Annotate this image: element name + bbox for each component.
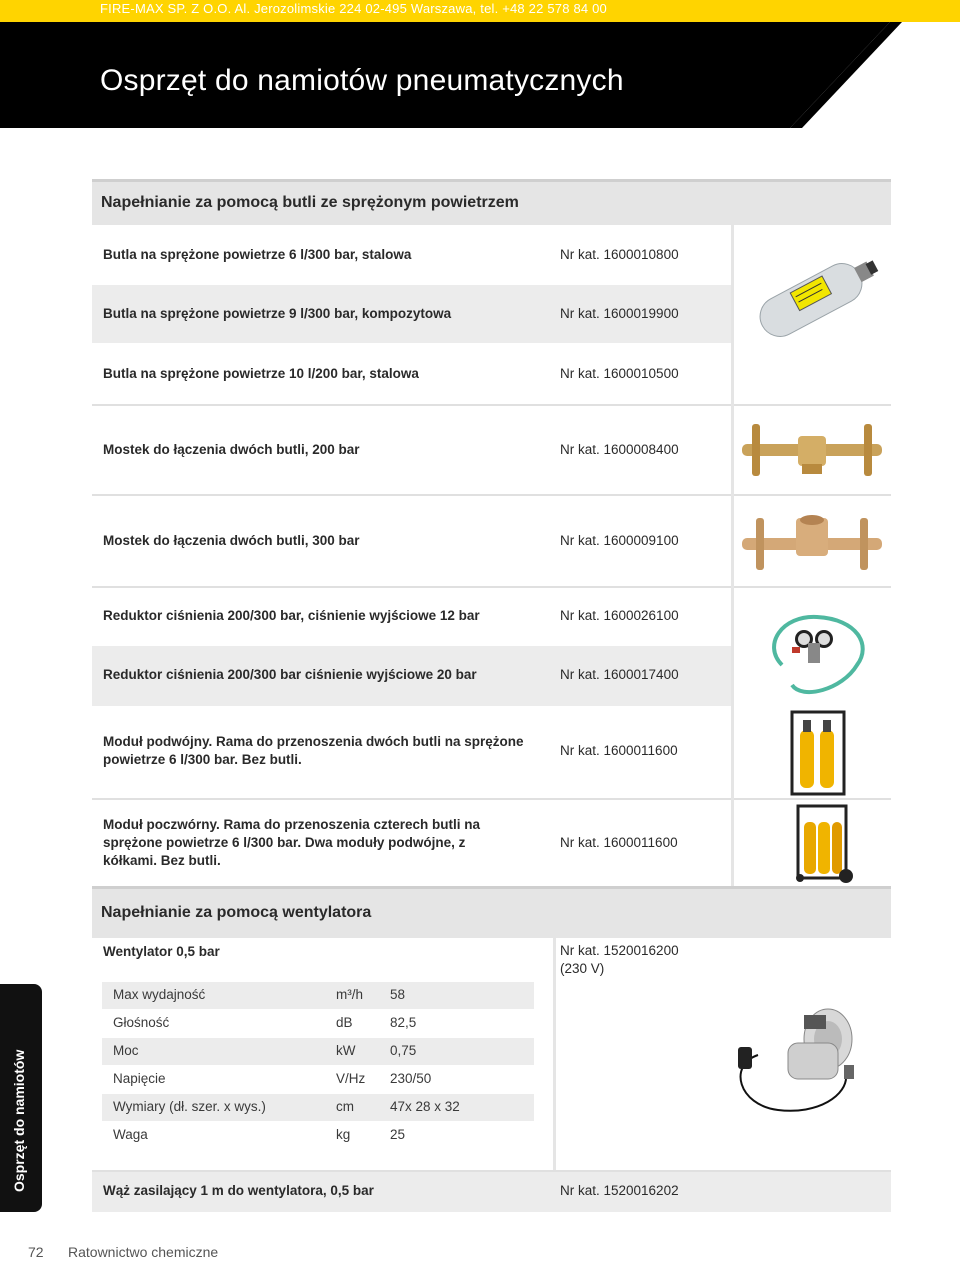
table-row — [92, 343, 732, 405]
spec-row — [102, 1122, 534, 1149]
product-name: Mostek do łączenia dwóch butli, 200 bar — [103, 442, 360, 457]
spec-label: Waga — [113, 1127, 148, 1142]
product-name: Butla na sprężone powietrze 9 l/300 bar, kompozytowa — [103, 306, 452, 321]
fan-row — [92, 941, 532, 963]
pressure-reducer-image — [762, 605, 872, 705]
spec-label: Max wydajność — [113, 987, 206, 1002]
column-divider — [731, 225, 734, 886]
spec-row — [102, 1038, 534, 1065]
product-name: Wentylator 0,5 bar — [103, 944, 220, 959]
product-name-line1: Moduł poczwórny. Rama do przenoszenia czterech butli na — [103, 817, 481, 832]
spec-row — [102, 1094, 534, 1121]
product-name: Wąż zasilający 1 m do wentylatora, 0,5 bar — [103, 1183, 374, 1198]
catalog-number: Nr kat. 1600017400 — [560, 667, 679, 682]
spec-value: 58 — [390, 987, 406, 1002]
spec-value: 47x 28 x 32 — [390, 1099, 460, 1114]
compressed-air-cylinder-image — [736, 240, 886, 350]
spec-value: 82,5 — [390, 1015, 417, 1030]
page-title: Osprzęt do namiotów pneumatycznych — [100, 64, 624, 97]
table-row — [92, 706, 732, 798]
company-info: FIRE-MAX SP. Z O.O. Al. Jerozolimskie 224 02-495 Warszawa, tel. +48 22 578 84 00 — [100, 1, 607, 16]
table-row — [92, 800, 732, 886]
catalog-number: Nr kat. 1600008400 — [560, 442, 679, 457]
catalog-number: Nr kat. 1600009100 — [560, 533, 679, 548]
double-module-image — [788, 708, 848, 798]
section-fan-title: Napełnianie za pomocą wentylatora — [101, 904, 372, 921]
spec-unit: cm — [336, 1099, 354, 1114]
bridge-200-bar-image — [742, 418, 882, 480]
spec-row — [102, 982, 534, 1009]
section-compressed-air-title: Napełnianie za pomocą butli ze sprężonym powietrzem — [101, 194, 519, 211]
product-name-line2: powietrze 6 l/300 bar. Bez butli. — [103, 752, 302, 767]
side-chapter-label: Osprzęt do namiotów — [11, 1049, 27, 1192]
spec-label: Głośność — [113, 1015, 170, 1030]
catalog-number: Nr kat. 1600011600 — [560, 743, 678, 758]
product-name-line2: sprężone powietrze 6 l/300 bar. Dwa moduły podwójne, z — [103, 835, 466, 850]
catalog-number: Nr kat. 1600026100 — [560, 608, 679, 623]
product-name: Reduktor ciśnienia 200/300 bar ciśnienie wyjściowe 20 bar — [103, 667, 477, 682]
fan-image — [728, 995, 888, 1125]
fan-catalog-line2: (230 V) — [560, 961, 605, 976]
table-row — [92, 1172, 891, 1212]
spec-value: 230/50 — [390, 1071, 432, 1086]
catalog-number: Nr kat. 1600011600 — [560, 835, 678, 850]
table-row — [92, 496, 732, 586]
product-name: Mostek do łączenia dwóch butli, 300 bar — [103, 533, 360, 548]
header-diagonal — [790, 22, 960, 128]
product-name: Butla na sprężone powietrze 6 l/300 bar, stalowa — [103, 247, 412, 262]
fan-catalog-line1: Nr kat. 1520016200 — [560, 943, 679, 958]
table-row — [92, 285, 732, 343]
spec-label: Wymiary (dł. szer. x wys.) — [113, 1099, 266, 1114]
spec-unit: m³/h — [336, 987, 363, 1002]
spec-unit: dB — [336, 1015, 353, 1030]
spec-value: 0,75 — [390, 1043, 417, 1058]
spec-row — [102, 1010, 534, 1037]
catalog-number: Nr kat. 1600010800 — [560, 247, 679, 262]
page-number: 72 — [28, 1244, 44, 1260]
spec-label: Napięcie — [113, 1071, 166, 1086]
section-fan-header — [92, 886, 891, 938]
spec-unit: V/Hz — [336, 1071, 366, 1086]
table-row — [92, 225, 732, 285]
table-row — [92, 588, 732, 646]
section-compressed-air-header — [92, 179, 891, 225]
product-name-line3: kółkami. Bez butli. — [103, 853, 221, 868]
top-info-bar — [0, 0, 960, 22]
spec-value: 25 — [390, 1127, 406, 1142]
column-divider — [553, 938, 556, 1170]
table-row — [92, 406, 732, 494]
catalog-number: Nr kat. 1600019900 — [560, 306, 679, 321]
spec-row — [102, 1066, 534, 1093]
footer-chapter: Ratownictwo chemiczne — [68, 1244, 219, 1260]
spec-unit: kW — [336, 1043, 356, 1058]
catalog-number: Nr kat. 1600010500 — [560, 366, 679, 381]
product-name-line1: Moduł podwójny. Rama do przenoszenia dwóch butli na sprężone — [103, 734, 524, 749]
bridge-300-bar-image — [742, 510, 882, 576]
quad-module-image — [794, 802, 858, 886]
product-name: Reduktor ciśnienia 200/300 bar, ciśnienie wyjściowe 12 bar — [103, 608, 480, 623]
product-name: Butla na sprężone powietrze 10 l/200 bar, stalowa — [103, 366, 419, 381]
catalog-number: Nr kat. 1520016202 — [560, 1183, 679, 1198]
table-row — [92, 646, 732, 706]
spec-label: Moc — [113, 1043, 139, 1058]
side-chapter-tab — [0, 984, 42, 1212]
spec-unit: kg — [336, 1127, 351, 1142]
